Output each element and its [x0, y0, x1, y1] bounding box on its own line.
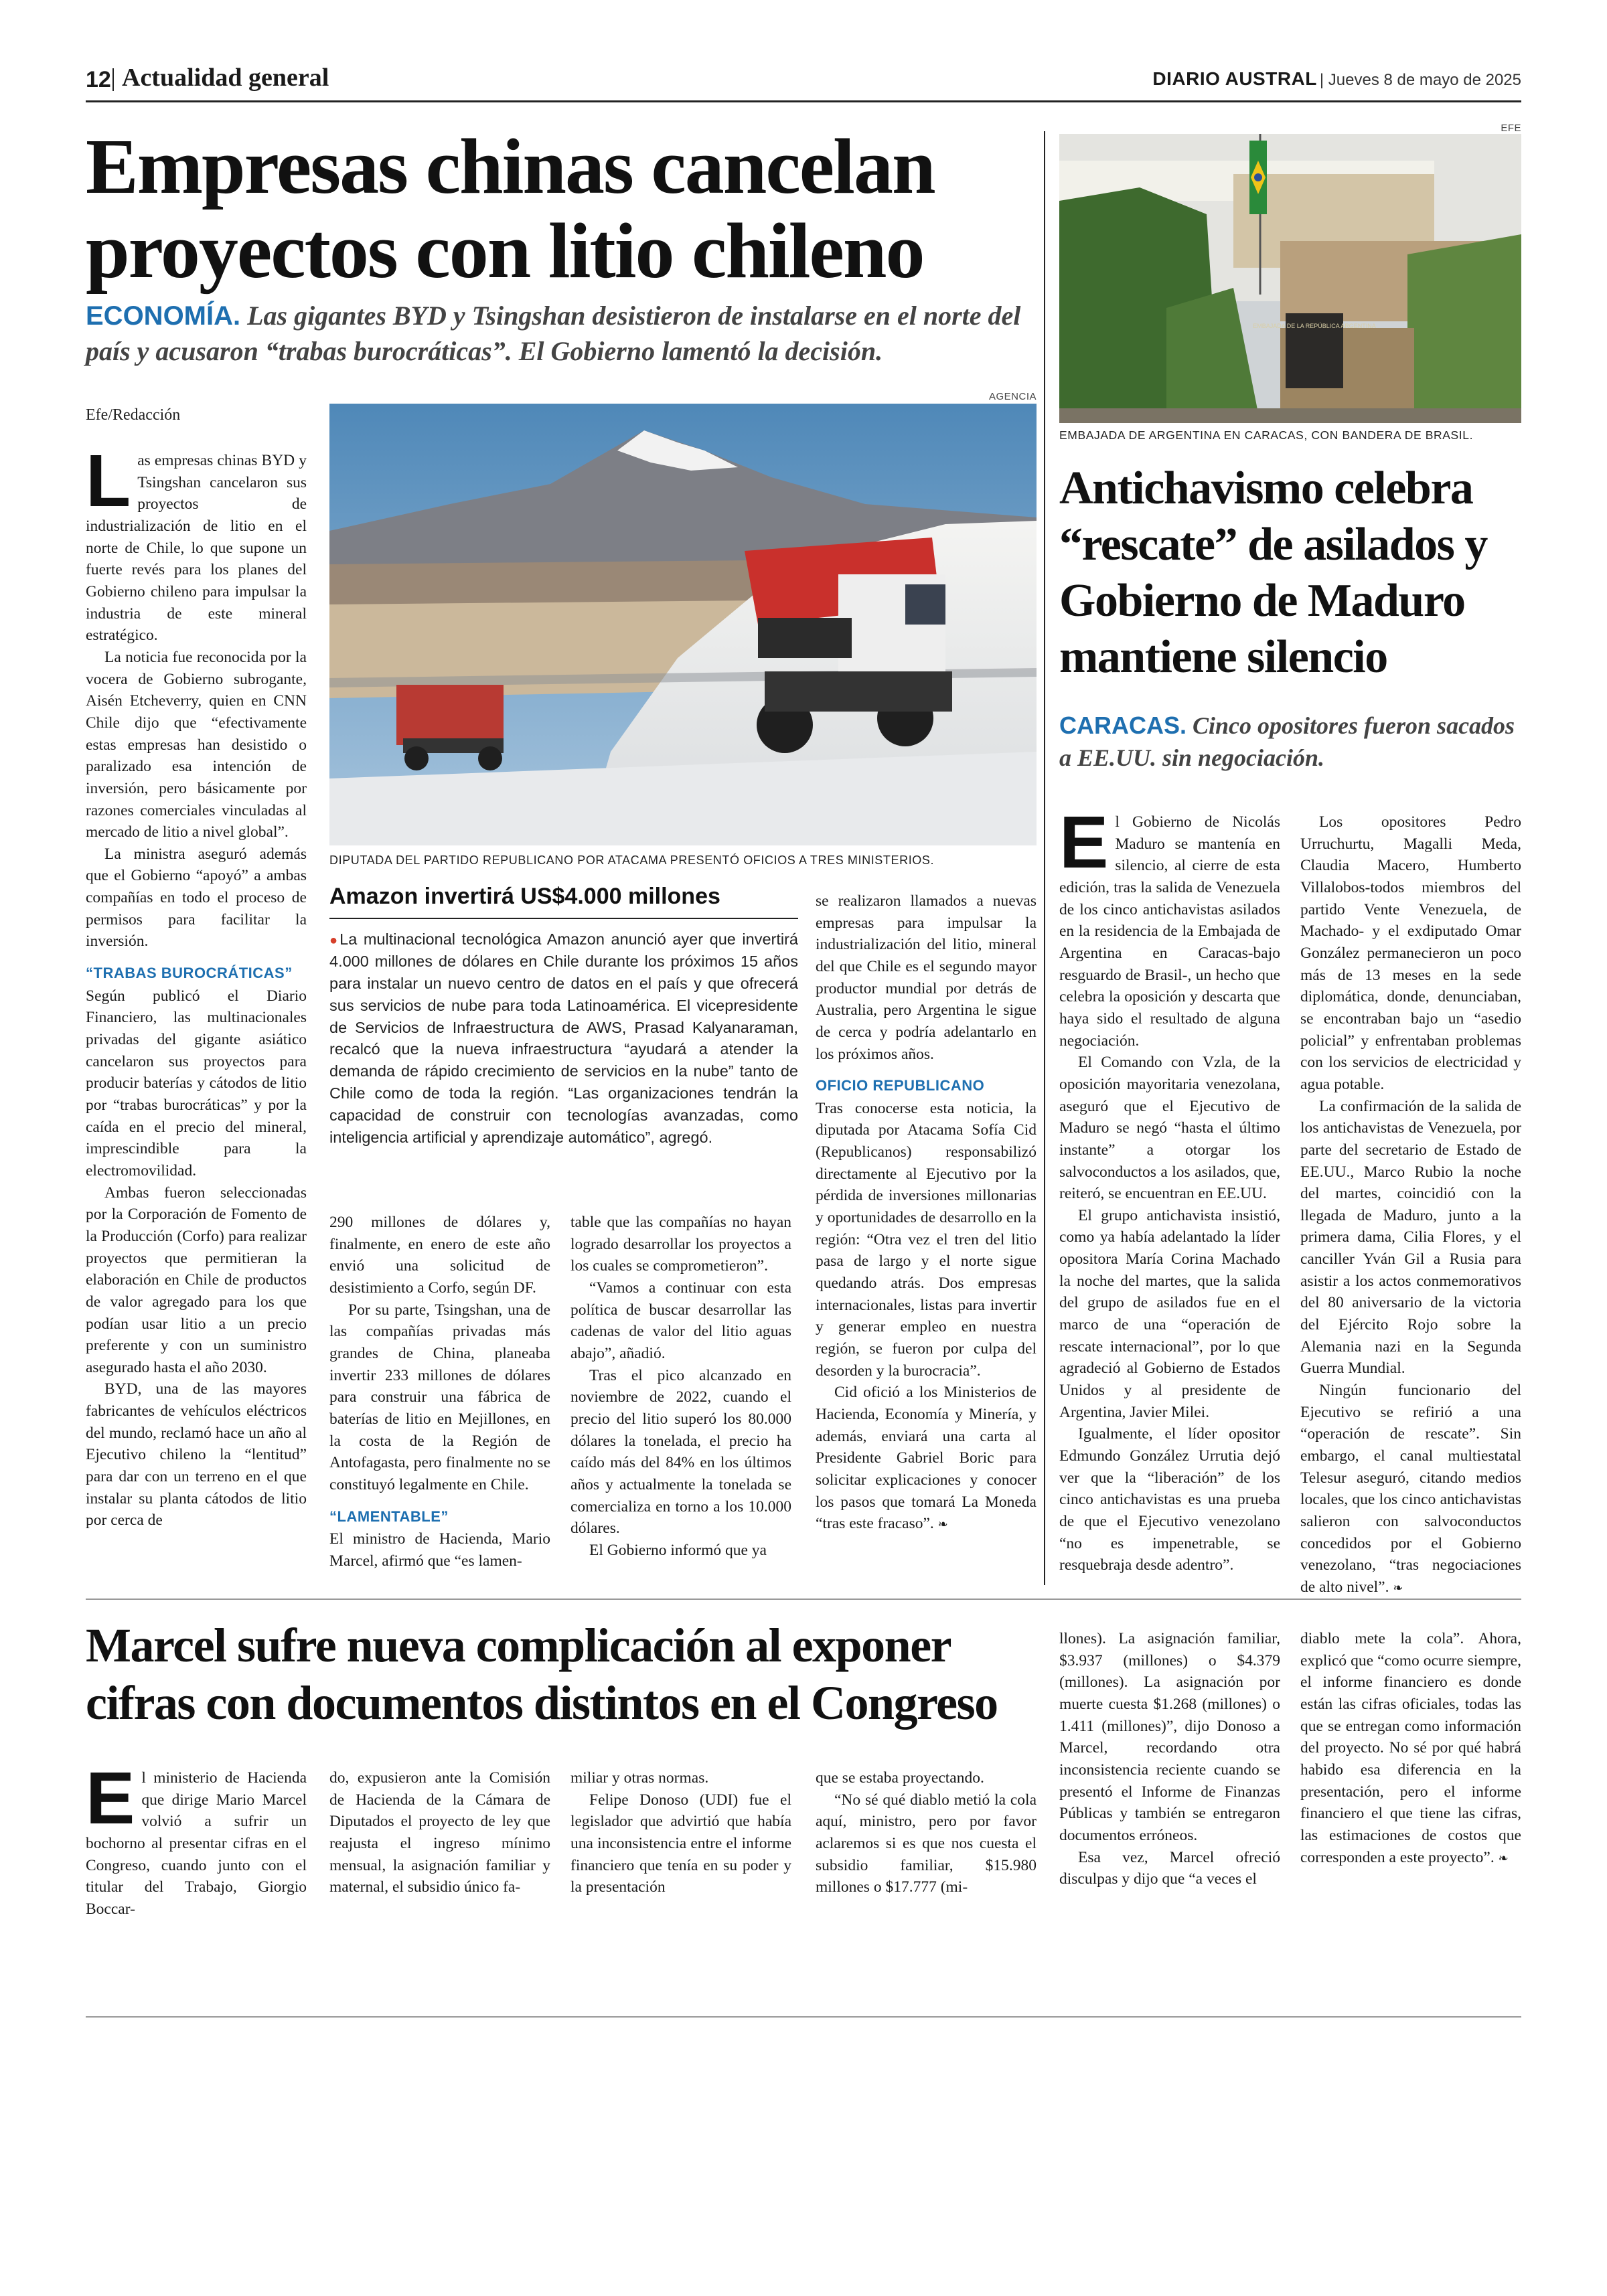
lithium-column-1 [86, 440, 307, 1532]
lithium-kicker: ECONOMÍA. [86, 301, 241, 331]
bottom-rule [86, 2016, 1521, 2018]
header-rule [86, 100, 1521, 102]
lithium-paragraph: El ministro de Hacienda, Mario Marcel, afirmó que “es lamen- [329, 1530, 550, 1570]
lithium-byline: Efe/Redacción [86, 406, 181, 424]
caracas-photo-caption: EMBAJADA DE ARGENTINA EN CARACAS, CON BANDERA DE BRASIL. [1059, 428, 1474, 442]
salt-mine-illustration [329, 404, 1037, 845]
marcel-dropcap: E [86, 1757, 135, 1839]
marcel-paragraph: miliar y otras normas. [570, 1769, 709, 1787]
lithium-headline: Empresas chinas cancelan proyectos con litio chileno [86, 122, 935, 295]
page-number: 12 [86, 67, 111, 92]
header-separator: | [1319, 71, 1328, 89]
marcel-headline: Marcel sufre nueva complicación al exponer cifras con documentos distintos en el Congreso [86, 1619, 998, 1730]
lithium-paragraph: La ministra aseguró además que el Gobierno “apoyó” a ambas compañías en todo el proceso de permisos para facilitar la inversión. [86, 845, 307, 951]
caracas-paragraph: El grupo antichavista insistió, como ya había adelantado la líder opositora María Corina Machado la noche del martes, que la salida del grupo de asilados fue en el marco de una “operación de rescate internacional”, por lo que agradeció al Gobierno de Estados Unidos y al presidente de Argentina, Javier Milei. [1059, 1206, 1280, 1421]
caracas-paragraph-text: Ningún funcionario del Ejecutivo se refirió a una “operación de rescate”. Sin embargo, el canal multiestatal Telesur aseguró, citando medios locales, que los cinco antichavistas salieron con salvoconductos concedidos por el Gobierno venezolano, “tras negociaciones de alto nivel”. [1300, 1382, 1521, 1596]
marcel-paragraph: do, expusieron ante la Comisión de Hacienda de la Cámara de Diputados el proyecto de ley que reajusta el ingreso mínimo mensual, la asignación familiar y maternal, el subsidio único fa- [329, 1769, 550, 1896]
caracas-dropcap: E [1059, 801, 1109, 884]
lithium-paragraph: El Gobierno informó que ya [589, 1541, 767, 1559]
lithium-paragraph: “Vamos a continuar con esta política de buscar desarrollar las cadenas de valor del litio aguas abajo”, añadió. [570, 1279, 791, 1362]
bullet-dot-icon: ● [329, 933, 340, 948]
salt-mine-photo [329, 404, 1037, 845]
masthead [1152, 68, 1521, 90]
lithium-paragraph: Tras conocerse esta noticia, la diputada por Atacama Sofía Cid (Republicanos) responsabilizó directamente al Ejecutivo por la pérdida de inversiones millonarias y oportunidades de desarrollo en la región: “Otra vez el tren del litio pasa de largo y el norte sigue quedando atrás. Dos empresas internacionales, listas para invertir y generar empleo en nuestra región, se fueron por culpa del desorden y la burocracia”. [816, 1099, 1037, 1380]
amazon-box-text [329, 928, 798, 1149]
lithium-dropcap: L [86, 440, 131, 522]
lithium-paragraph: 290 millones de dólares y, finalmente, en enero de este año envió una solicitud de desistimiento a Corfo, según DF. [329, 1214, 550, 1297]
marcel-paragraph: Felipe Donoso (UDI) fue el legislador que advirtió que había una inconsistencia entre el informe financiero que tenía en su poder y la presentación [570, 1791, 791, 1896]
lithium-subhead: OFICIO REPUBLICANO [816, 1077, 985, 1094]
lithium-paragraph: se realizaron llamados a nuevas empresas para impulsar la industrialización del litio, mineral del que Chile es el segundo mayor productor mundial por detrás de Australia, pero Argentina le sigue de cerca y podría adelantarlo en los próximos años. [816, 892, 1037, 1063]
end-of-article-icon: ❧ [1393, 1580, 1403, 1595]
section-title: Actualidad general [122, 64, 329, 92]
caracas-paragraph: l Gobierno de Nicolás Maduro se mantenía en silencio, al cierre de esta edición, tras la salida de Venezuela de los cinco antichavistas asilados en la residencia de la Embajada de Argentina en Caracas-bajo resguardo de Brasil-, un hecho que celebra la oposición y descarta que haya sido el resultado de alguna negociación. [1059, 813, 1280, 1050]
lithium-paragraph: La noticia fue reconocida por la vocera de Gobierno subrogante, Aisén Etcheverry, quien en CNN Chile dijo que “efectivamente estas empresas han desistido o paralizado esa intención de inversión, pero básicamente por razones comerciales vinculadas al mercado de litio a nivel global”. [86, 648, 307, 841]
marcel-paragraph [1300, 1628, 1521, 1868]
column-divider [1044, 131, 1045, 1585]
caracas-kicker: CARACAS. [1059, 712, 1187, 739]
caracas-deck [1059, 710, 1521, 774]
marcel-paragraph: que se estaba proyectando. [816, 1769, 984, 1787]
page-header [86, 62, 1521, 99]
amazon-box-rule [329, 918, 798, 919]
lithium-paragraph: BYD, una de las mayores fabricantes de vehículos eléctricos del mundo, reclamó hace un año al Ejecutivo chileno la “lentitud” para dar con un terreno en el que instalar su planta cátodos de litio por cerca de [86, 1380, 307, 1530]
lithium-subhead: “LAMENTABLE” [329, 1507, 449, 1525]
lithium-column-2 [329, 1212, 550, 1572]
caracas-paragraph: Igualmente, el líder opositor Edmundo González Urrutia dejó ver que la “liberación” de los cinco antichavistas es una prueba de que el Ejecutivo venezolano “no es impenetrable, se resquebraja desde adentro”. [1059, 1425, 1280, 1574]
lithium-paragraph: table que las compañías no hayan logrado desarrollar los proyectos a los cuales se comprometieron”. [570, 1214, 791, 1275]
marcel-column-2 [329, 1767, 550, 1898]
lithium-deck-text: Las gigantes BYD y Tsingshan desistieron de instalarse en el norte del país y acusaron “trabas burocráticas”. El Gobierno lamentó la decisión. [86, 301, 1021, 366]
marcel-paragraph: llones). La asignación familiar, $3.937 (millones) o $4.379 (millones). La asignación por muerte cuesta $1.268 (millones) o 1.411 (millones)”, dijo Donoso a Marcel, recordando otra inconsistencia reciente cuando se presentó el Informe de Finanzas Públicas y también se entregaron documentos erróneos. [1059, 1630, 1280, 1844]
caracas-column-1 [1059, 801, 1280, 1576]
lithium-paragraph: Tras el pico alcanzado en noviembre de 2022, cuando el precio del litio superó los 80.000 dólares la tonelada, el precio ha caído más del 84% en los últimos años y actualmente la tonelada se comercializa en torno a los 10.000 dólares. [570, 1366, 791, 1538]
brazil-flag-icon [1249, 141, 1267, 214]
lithium-paragraph: as empresas chinas BYD y Tsingshan cancelaron sus proyectos de industrialización de litio en el norte de Chile, lo que supone un fuerte revés para los planes del Gobierno chileno para impulsar la industria de este mineral estratégico. [86, 452, 307, 645]
lithium-paragraph: Según publicó el Diario Financiero, las multinacionales privadas del gigante asiático cancelaron sus proyectos para producir baterías y cátodos de litio por “trabas burocráticas” y por la caída en el precio del mineral, imprescindible para la electromovilidad. [86, 987, 307, 1179]
header-divider [112, 68, 114, 91]
lithium-deck [86, 299, 1037, 370]
caracas-photo-credit: EFE [1501, 122, 1521, 134]
marcel-column-3 [570, 1767, 791, 1898]
lithium-column-4 [816, 890, 1037, 1535]
section-separator [86, 1598, 1521, 1600]
lithium-paragraph-text: Cid ofició a los Ministerios de Hacienda, Economía y Minería, y además, enviará una carta al Presidente Gabriel Boric para solicitar explicaciones y conocer los pasos que tomará La Moneda “tras este fracaso”. [816, 1384, 1037, 1533]
end-of-article-icon: ❧ [1498, 1851, 1509, 1866]
marcel-paragraph: l ministerio de Hacienda que dirige Mario Marcel volvió a sufrir un bochorno al presentar cifras en el Congreso, cuando junto con el titular del Trabajo, Giorgio Boccar- [86, 1769, 307, 1918]
marcel-paragraph: “No sé qué diablo metió la cola aquí, ministro, pero por favor aclaremos si es que nos cuesta el subsidio familiar, $15.980 millones o $17.777 (mi- [816, 1791, 1037, 1896]
publication-name: DIARIO AUSTRAL [1152, 68, 1317, 89]
embassy-illustration [1059, 134, 1521, 423]
lithium-photo-caption: DIPUTADA DEL PARTIDO REPUBLICANO POR ATACAMA PRESENTÓ OFICIOS A TRES MINISTERIOS. [329, 853, 935, 867]
caracas-deck-text: Cinco opositores fueron sacados a EE.UU. sin negociación. [1059, 712, 1515, 771]
caracas-headline: Antichavismo celebra “rescate” de asilados y Gobierno de Maduro mantiene silencio [1059, 463, 1487, 683]
amazon-sidebar [329, 884, 798, 1149]
lithium-column-3 [570, 1212, 791, 1562]
embassy-photo [1059, 134, 1521, 423]
lithium-subhead: “TRABAS BUROCRÁTICAS” [86, 965, 293, 982]
caracas-paragraph [1300, 1380, 1521, 1598]
caracas-paragraph: Los opositores Pedro Urruchurtu, Magalli Meda, Claudia Macero, Humberto Villalobos-todos miembros del partido Vente Venezuela, de Machado- y el exdiputado Omar González permanecieron un poco más de 13 meses en la sede diplomática, donde, denunciaban, se encontraban bajo un “asedio policial” y enfrentaban problemas con los servicios de electricidad y agua potable. [1300, 813, 1521, 1093]
end-of-article-icon: ❧ [937, 1518, 948, 1532]
lithium-photo-credit: AGENCIA [988, 391, 1037, 402]
lithium-paragraph: Ambas fueron seleccionadas por la Corporación de Fomento de la Producción (Corfo) para realizar proyectos que permitieran la elaboración en Chile de productos de valor agregado para los que podían usar litio a un precio preferente y con un suministro asegurado hasta el año 2030. [86, 1183, 307, 1376]
marcel-column-5 [1059, 1628, 1280, 1890]
caracas-column-2 [1300, 811, 1521, 1598]
issue-date: Jueves 8 de mayo de 2025 [1328, 71, 1521, 89]
plaque-text: EMBAJADA DE LA REPÚBLICA ARGENTINA [1253, 323, 1376, 329]
lithium-paragraph [816, 1382, 1037, 1535]
caracas-paragraph: El Comando con Vzla, de la oposición mayoritaria venezolana, aseguró que el Ejecutivo de Maduro se negó “hasta el último instante” a otorgar los salvoconductos a los asilados, que, reiteró, se encuentran en EE.UU. [1059, 1054, 1280, 1203]
caracas-paragraph: La confirmación de la salida de los antichavistas de Venezuela, por parte del secretario de Estado de EE.UU., Marco Rubio la noche del martes, coincidió con la llegada de Maduro, junto a la primera dama, Cilia Flores, y el canciller Yván Gil a Rusia para asistir a los actos conmemorativos del 80 aniversario de la victoria del Ejército Rojo sobre la Alemania nazi en la Segunda Guerra Mundial. [1300, 1097, 1521, 1378]
marcel-column-6 [1300, 1628, 1521, 1868]
marcel-column-4 [816, 1767, 1037, 1898]
amazon-box-title: Amazon invertirá US$4.000 millones [329, 884, 720, 909]
lithium-paragraph: Por su parte, Tsingshan, una de las compañías privadas más grandes de China, planeaba invertir 233 millones de dólares para construir una fábrica de baterías de litio en Mejillones, en la costa de la Región de Antofagasta, pero finalmente no se constituyó legalmente en Chile. [329, 1301, 550, 1493]
marcel-column-1 [86, 1757, 307, 1920]
amazon-box-body: La multinacional tecnológica Amazon anunció ayer que invertirá 4.000 millones de dólares en Chile durante los próximos 15 años para instalar un nuevo centro de datos en el país y que ofrecerá sus servicios de nube para toda Latinoamérica. El vicepresidente de Servicios de Infraestructura de AWS, Prasad Kalyanaraman, recalcó que la nueva infraestructura “ayudará a atender la demanda de rápido crecimiento de servicios en la nube” tanto de Chile como de toda la región. “Las organizaciones tendrán la capacidad de construir con tecnologías avanzadas, como inteligencia artificial y aprendizaje automático”, agregó. [329, 930, 798, 1147]
marcel-paragraph: Esa vez, Marcel ofreció disculpas y dijo que “a veces el [1059, 1848, 1280, 1888]
marcel-paragraph-text: diablo mete la cola”. Ahora, explicó que “como ocurre siempre, el informe financiero es donde están las cifras oficiales, todas las que se entregan como información del proyecto. No sé por qué habrá habido esa diferencia en la presentación, pero el informe financiero el que tiene las cifras, las estimaciones de costos que corresponden a este proyecto”. [1300, 1630, 1521, 1866]
